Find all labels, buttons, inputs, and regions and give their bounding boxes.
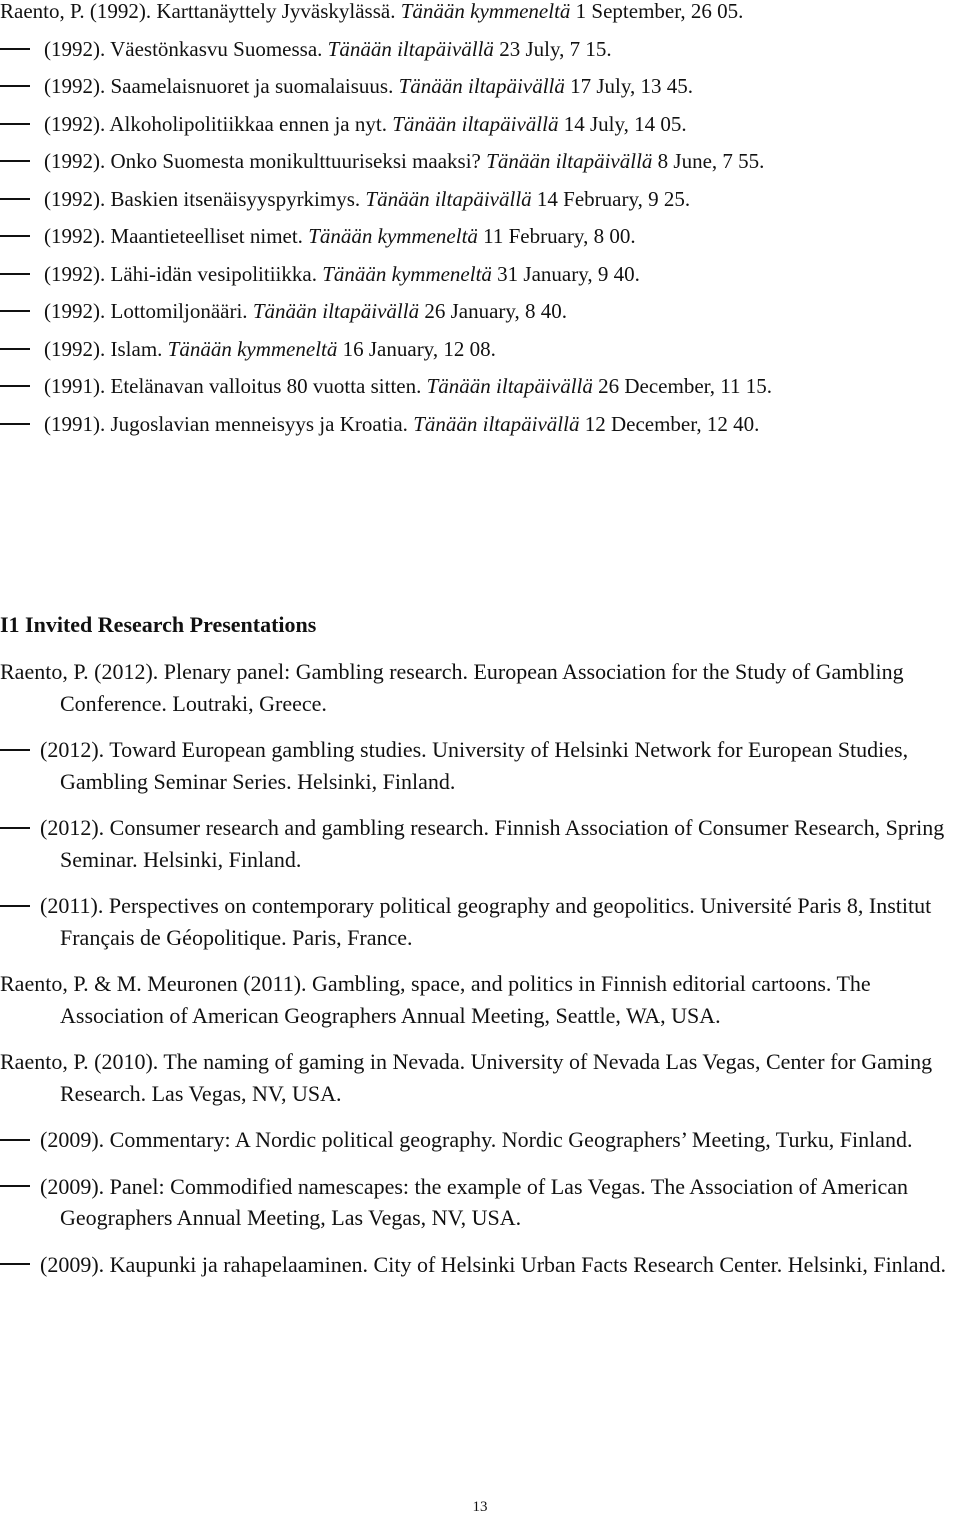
entry-year: (1992). [44,336,111,361]
entry-title: Väestönkasvu Suomessa. [110,36,328,61]
entry-venue: Tänään iltapäivällä [398,74,565,98]
entry-venue: Tänään iltapäivällä [392,111,559,136]
entry-title: Karttanäyttely Jyväskylässä. [156,0,401,23]
entry-venue: Tänään kymmeneltä [322,261,492,286]
entry-date: 14 July, 14 05. [558,111,687,136]
reference-entry [0,184,960,214]
reference-entry [0,71,960,101]
entry-title: Onko Suomesta monikulttuuriseksi maaksi? [110,149,487,173]
entry-year: (1992). [44,74,111,98]
presentation-text: (2011). Perspectives on contemporary political geography and geopolitics. Université Paris 8, Institut Français de Géopolitique. Paris, France. [40,893,932,950]
ditto-dash [0,310,30,312]
entry-venue: Tänään iltapäivällä [486,149,653,173]
reference-entry [0,146,960,176]
entry-venue: Tänään iltapäivällä [426,374,593,398]
presentation-text: (2012). Consumer research and gambling research. Finnish Association of Consumer Research, Spring Seminar. Helsinki, Finland. [40,815,945,872]
entry-venue: Tänään kymmeneltä [308,224,478,248]
entry-date: 26 January, 8 40. [419,299,568,323]
reference-entry [0,0,960,26]
reference-entry [0,296,960,326]
entry-year: (1992). [44,111,110,136]
entry-date: 14 February, 9 25. [531,186,691,211]
radio-talks-list [0,0,960,446]
presentation-entry [0,1046,960,1109]
reference-entry [0,34,960,64]
entry-title: Baskien itsenäisyyspyrkimys. [110,186,366,211]
ditto-dash [0,827,30,829]
entry-date: 16 January, 12 08. [337,336,496,361]
ditto-dash [0,1139,30,1141]
invited-presentations-list [0,656,960,1280]
entry-venue: Tänään iltapäivällä [365,186,532,211]
reference-entry [0,334,960,364]
reference-entry [0,109,960,139]
ditto-dash [0,1185,30,1187]
entry-date: 12 December, 12 40. [579,411,760,436]
presentation-text: Raento, P. (2010). The naming of gaming in Nevada. University of Nevada Las Vegas, Center for Gaming Research. Las Vegas, NV, USA. [0,1049,933,1106]
entry-year: (1992). [44,299,111,323]
presentation-entry [0,1249,960,1281]
entry-date: 1 September, 26 05. [570,0,744,23]
entry-date: 26 December, 11 15. [592,374,773,398]
entry-date: 31 January, 9 40. [491,261,640,286]
entry-venue: Tänään iltapäivällä [252,299,420,323]
presentation-text: Raento, P. (2012). Plenary panel: Gambling research. European Association for the Study of Gambling Conference. Loutraki, Greece. [0,659,904,716]
reference-entry [0,259,960,289]
presentation-text: (2009). Commentary: A Nordic political geography. Nordic Geographers’ Meeting, Turku, Finland. [40,1127,913,1152]
page-number: 13 [472,1499,488,1515]
entry-title: Etelänavan valloitus 80 vuotta sitten. [110,374,427,398]
entry-title: Jugoslavian menneisyys ja Kroatia. [110,411,414,436]
presentation-entry [0,812,960,875]
entry-year: (1992). [89,0,157,23]
ditto-dash [0,348,30,350]
entry-venue: Tänään iltapäivällä [413,411,580,436]
ditto-dash [0,160,30,162]
presentation-entry [0,1171,960,1234]
reference-entry [0,221,960,251]
entry-year: (1992). [44,149,111,173]
presentation-entry [0,656,960,719]
entry-title: Lottomiljonääri. [110,299,253,323]
entry-year: (1992). [44,186,111,211]
presentation-text: (2009). Panel: Commodified namescapes: the example of Las Vegas. The Association of American Geographers Annual Meeting, Las Vegas, NV, USA. [40,1173,908,1230]
presentation-text: (2009). Kaupunki ja rahapelaaminen. City of Helsinki Urban Facts Research Center. Helsinki, Finland. [40,1251,947,1277]
entry-author: Raento, P. [0,0,90,23]
ditto-dash [0,48,30,50]
ditto-dash [0,198,30,200]
ditto-dash [0,235,30,237]
invited-presentations-section [0,610,960,1295]
ditto-dash [0,749,30,751]
entry-year: (1991). [44,374,111,398]
section-heading: I1 Invited Research Presentations [0,612,317,637]
entry-date: 23 July, 7 15. [493,36,612,61]
presentation-entry [0,890,960,953]
presentation-entry [0,968,960,1031]
ditto-dash [0,423,30,425]
reference-entry [0,409,960,439]
entry-venue: Tänään kymmeneltä [400,0,571,23]
entry-year: (1992). [44,261,111,286]
entry-year: (1992). [44,224,111,248]
entry-title: Saamelaisnuoret ja suomalaisuus. [110,74,399,98]
entry-year: (1992). [44,36,111,61]
entry-title: Lähi-idän vesipolitiikka. [110,261,323,286]
reference-entry [0,371,960,401]
entry-date: 17 July, 13 45. [564,74,694,98]
entry-title: Maantieteelliset nimet. [110,224,309,248]
entry-year: (1991). [44,411,111,436]
entry-date: 11 February, 8 00. [477,224,636,248]
presentation-entry [0,734,960,797]
presentation-entry [0,1124,960,1156]
ditto-dash [0,273,30,275]
ditto-dash [0,385,30,387]
ditto-dash [0,85,30,87]
ditto-dash [0,1263,30,1265]
entry-date: 8 June, 7 55. [652,149,765,173]
ditto-dash [0,905,30,907]
entry-title: Alkoholipolitiikkaa ennen ja nyt. [109,111,393,136]
entry-venue: Tänään iltapäivällä [327,36,494,61]
presentation-text: Raento, P. & M. Meuronen (2011). Gambling, space, and politics in Finnish editorial cartoons. The Association of American Geographers Annual Meeting, Seattle, WA, USA. [0,971,871,1028]
entry-title: Islam. [110,336,168,361]
entry-venue: Tänään kymmeneltä [167,336,338,361]
presentation-text: (2012). Toward European gambling studies. University of Helsinki Network for European Studies, Gambling Seminar Series. Helsinki, Finland. [40,737,909,794]
ditto-dash [0,123,30,125]
